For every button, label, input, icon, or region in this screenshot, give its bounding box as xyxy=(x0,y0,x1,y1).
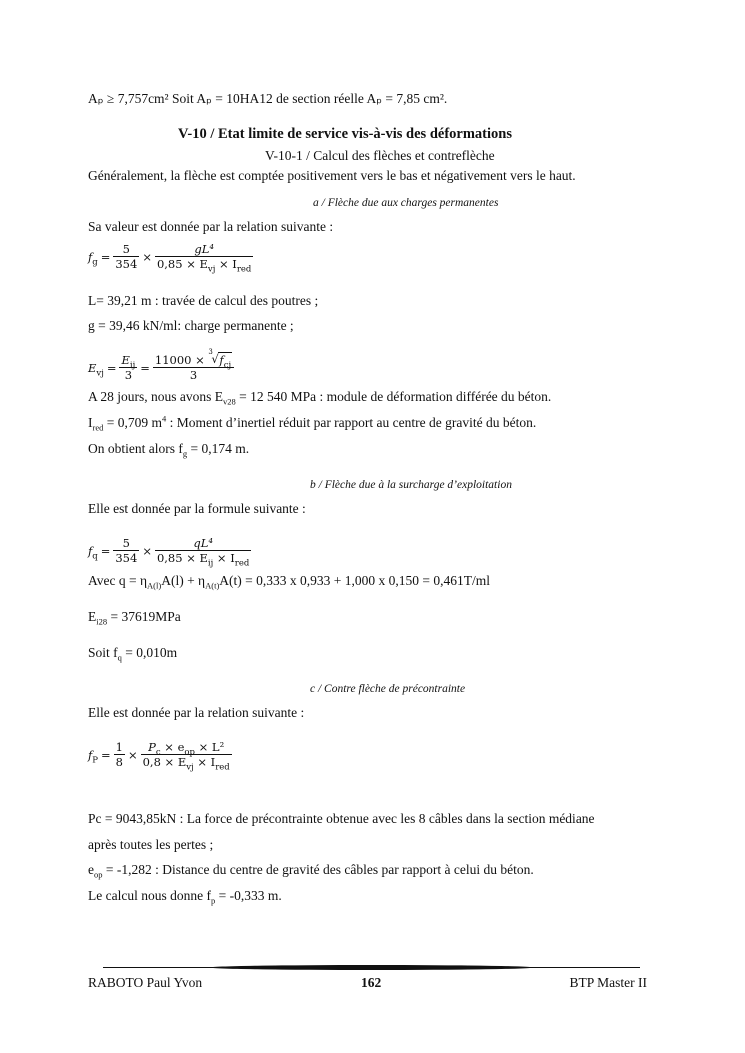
subheading-c: c / Contre flèche de précontrainte xyxy=(310,683,466,695)
text-line: A 28 jours, nous avons $E_{v28} = 12$ 540 MPa : module de déformation différée du béton. xyxy=(88,389,552,407)
footer-program: BTP Master II xyxy=(569,975,647,990)
text-line: Elle est donnée par la relation suivante : xyxy=(88,705,305,720)
text-line: $E_{i28} = 37619MPa$ xyxy=(88,609,181,627)
text-line: Pc = 9043,85kN : La force de précontrainte obtenue avec les 8 câbles dans la section médiane xyxy=(88,811,595,826)
section-title: V-10 / Etat limite de service vis-à-vis des déformations xyxy=(178,126,512,142)
text-line: Le calcul nous donne $f_p = -0,333$ m. xyxy=(88,888,282,906)
formula-fq: $f_q$ = $\frac{5}{354}$ × $\frac{\text{qL⁴}}{0,85 \times E_{ij} \times I_{red}}$ xyxy=(88,536,250,569)
formula-evj: $E_{vj}$ = $\frac{E_{ij}}{3}$ = 11000 × 3 √ $f_{cj}$ 3 xyxy=(88,353,234,382)
subheading-b: b / Flèche due à la surcharge d’exploitation xyxy=(310,479,512,491)
cube-root: 3 √ $f_{cj}$ xyxy=(208,348,232,371)
formula-fp: $f_P$ = $\frac{1}{8}$ × $\frac{P_c \times e_{op} \times L^2}{0,8 \times E_{vj} \times I_{red}}$ xyxy=(88,740,230,773)
page-number: 162 xyxy=(361,975,382,990)
footer-author: RABOTO Paul Yvon xyxy=(88,975,203,990)
text-line: Soit $f_q = 0,010m$ xyxy=(88,645,178,663)
text-line: g = 39,46 kN/ml: charge permanente ; xyxy=(88,318,294,333)
text-line: Sa valeur est donnée par la relation suivante : xyxy=(88,219,334,234)
formula-fg: $f_g$ = $\frac{5}{354}$ × $\frac{\text{gL⁴}}{0,85 \times E_{vj} \times I_{red}}$ xyxy=(88,242,252,275)
text-line: Avec $q = \eta_{A(l)}A(l) + \eta_{A(t)}A(t) = 0,333$ x 0,933 + 1,000 x 0,150 = 0,461T/ml xyxy=(88,573,491,591)
text-line: $I_{red} = 0,709$ $m^4$ : Moment d’inertiel réduit par rapport au centre de gravité du béton. xyxy=(88,413,537,433)
subheading-a: a / Flèche due aux charges permanentes xyxy=(313,197,499,209)
subsection-title: V-10-1 / Calcul des flèches et contreflèche xyxy=(265,148,495,163)
text-line: On obtient alors $f_g = 0,174$ m. xyxy=(88,441,250,459)
text-line: Elle est donnée par la formule suivante : xyxy=(88,501,306,516)
text-line: Aₚ ≥ 7,757cm² Soit Aₚ = 10HA12 de section réelle Aₚ = 7,85 cm². xyxy=(88,91,448,106)
text-line: Généralement, la flèche est comptée positivement vers le bas et négativement vers le haut. xyxy=(88,168,576,183)
text-line: L= 39,21 m : travée de calcul des poutres ; xyxy=(88,293,319,308)
footer-divider xyxy=(103,965,640,970)
text-line: $e_{op} = -1,282$ : Distance du centre de gravité des câbles par rapport à celui du béton. xyxy=(88,862,534,880)
text-line: après toutes les pertes ; xyxy=(88,837,214,852)
